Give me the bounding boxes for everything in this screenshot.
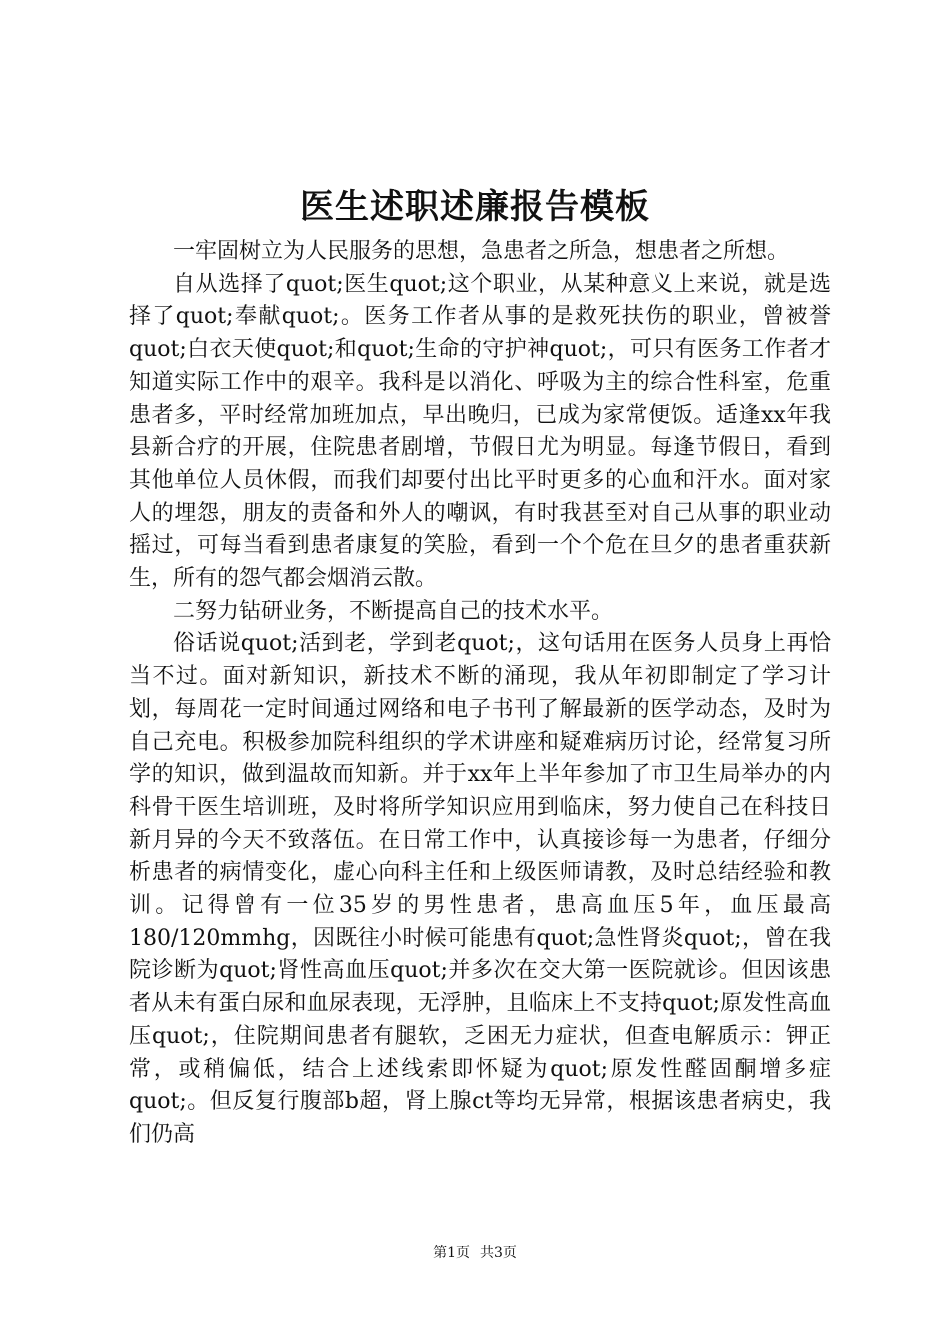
document-body: [129, 236, 831, 1152]
page-footer: [0, 1243, 950, 1263]
paragraph-1: 一牢固树立为人民服务的思想，急患者之所急，想患者之所想。: [173, 239, 790, 264]
document-title: 医生述职述廉报告模板: [300, 187, 650, 227]
paragraph-3: 二努力钻研业务，不断提高自己的技术水平。: [173, 598, 614, 624]
paragraph-4: 俗话说quot;活到老，学到老quot;，这句话用在医务人员身上再恰当不过。面对新知识，新技术不断的涌现，我从年初即制定了学习计划，每周花一定时间通过网络和电子书刊了解最新的医学动态，及时为自己充电。积极参加院科组织的学术讲座和疑难病历讨论，经常复习所学的知识，做到温故而知新。并于xx年上半年参加了市卫生局举办的内科骨干医生培训班，及时将所学知识应用到临床，努力使自己在科技日新月异的今天不致落伍。在日常工作中，认真接诊每一为患者，仔细分析患者的病情变化，虚心向科主任和上级医师请教，及时总结经验和教训。记得曾有一位35岁的男性患者，患高血压5年，血压最高180/120mmhg，因既往小时候可能患有quot;急性肾炎quot;，曾在我院诊断为quot;肾性高血压quot;并多次在交大第一医院就诊。但因该患者从未有蛋白尿和血尿表现，无浮肿，且临床上不支持quot;原发性高血压quot;，住院期间患者有腿软，乏困无力症状，但查电解质示：钾正常，或稍偏低，结合上述线索即怀疑为quot;原发性醛固酮增多症quot;。但反复行腹部b超，肾上腺ct等均无异常，根据该患者病史，我们仍高: [129, 631, 831, 1147]
paragraph-2: 自从选择了quot;医生quot;这个职业，从某种意义上来说，就是选择了quot;奉献quot;。医务工作者从事的是救死扶伤的职业，曾被誉quot;白衣天使quot;和quot;生命的守护神quot;，可只有医务工作者才知道实际工作中的艰辛。我科是以消化、呼吸为主的综合性科室，危重患者多，平时经常加班加点，早出晚归，已成为家常便饭。适逢xx年我县新合疗的开展，住院患者剧增，节假日尤为明显。每逢节假日，看到其他单位人员休假，而我们却要付出比平时更多的心血和汗水。面对家人的埋怨，朋友的责备和外人的嘲讽，有时我甚至对自己从事的职业动摇过，可每当看到患者康复的笑脸，看到一个个危在旦夕的患者重获新生，所有的怨气都会烟消云散。: [129, 271, 831, 592]
page-total: 共3页: [480, 1245, 517, 1261]
page-number: 第1页: [433, 1245, 470, 1261]
